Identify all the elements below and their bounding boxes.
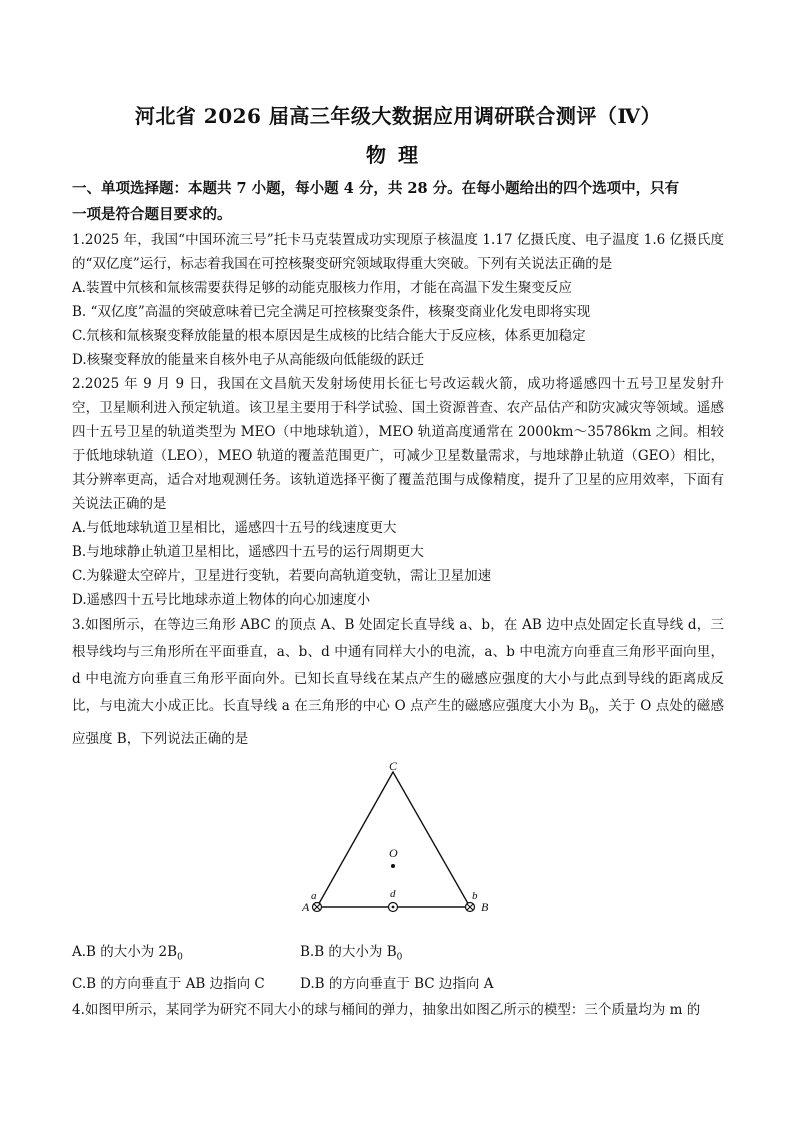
question-2-option-a: A.与低地球轨道卫星相比，遥感四十五号的线速度更大 <box>72 520 397 536</box>
section-heading-line2: 一项是符合题目要求的。 <box>72 206 232 223</box>
question-1-option-b: B. “双亿度”高温的突破意味着已完全满足可控核聚变条件，核聚变商业化发电即将实现 <box>72 304 591 320</box>
question-3-option-b <box>300 939 402 972</box>
triangle-figure <box>72 759 724 937</box>
wire-d-label: d <box>390 887 396 900</box>
question-3-option-c: C.B 的方向垂直于 AB 边指向 C <box>72 976 265 993</box>
question-2-stem: 2.2025 年 9 月 9 日，我国在文昌航天发射场使用长征七号改运载火箭，成功将遥感四十五号卫星发射升空，卫星顺利进入预定轨道。该卫星主要用于科学试验、国土资源普查、农产品估产和防灾减灾等领域。遥感四十五号卫星的轨道类型为 MEO（中地球轨道），MEO 轨道高度通常在 2000km～35786km 之间。相较于低地球轨道（LEO），MEO 轨道的覆盖范围更广，可减少卫星数量需求，与地球静止轨道（GEO）相比，其分辨率更高，适合对地观测任务。该轨道选择平衡了覆盖范围与成像精度，提升了卫星的应用效率，下面有关说法正确的是 <box>72 376 724 512</box>
section-heading-line1: 一、单项选择题：本题共 7 小题，每小题 4 分，共 28 分。在每小题给出的四个选项中，只有 <box>72 180 680 197</box>
vertex-b-label: B <box>481 899 489 914</box>
subject-title: 物理 <box>366 143 430 167</box>
wire-b-label: b <box>472 889 478 902</box>
question-3-stem-part2: ，关于 O 点处的磁感应强度 B，下列说法正确的是 <box>72 698 724 747</box>
question-3-option-d: D.B 的方向垂直于 BC 边指向 A <box>300 976 494 993</box>
triangle-abc-outline <box>317 772 470 907</box>
question-2-option-c: C.为躲避太空碎片，卫星进行变轨，若要向高轨道变轨，需让卫星加速 <box>72 568 492 584</box>
question-1-option-a: A.装置中氘核和氚核需要获得足够的动能克服核力作用，才能在高温下发生聚变反应 <box>72 280 573 296</box>
vertex-a-label: A <box>302 899 310 914</box>
exam-title: 河北省 2026 届高三年级大数据应用调研联合测评（Ⅳ） <box>134 104 662 128</box>
question-1-option-d: D.核聚变释放的能量来自核外电子从高能级向低能级的跃迁 <box>72 352 425 368</box>
question-3-options-row2 <box>72 971 724 998</box>
question-3-option-a-subscript: 0 <box>177 952 183 963</box>
vertex-c-label: C <box>389 758 398 773</box>
center-o-point <box>391 864 395 868</box>
question-3-stem-subscript: 0 <box>588 706 595 717</box>
question-3-option-b-text: B.B 的大小为 B <box>300 943 397 960</box>
question-2-option-d: D.遥感四十五号比地球赤道上物体的向心加速度小 <box>72 592 371 608</box>
triangle-diagram <box>292 759 492 937</box>
exam-page <box>72 100 724 1022</box>
question-3-option-a-text: A.B 的大小为 2B <box>72 943 178 960</box>
wire-a-label: a <box>311 889 317 902</box>
question-3-stem <box>72 612 724 753</box>
question-2-option-b: B.与地球静止轨道卫星相比，遥感四十五号的运行周期更大 <box>72 544 424 560</box>
question-3-stem-part1: 3.如图所示，在等边三角形 ABC 的顶点 A、B 处固定长直导线 a、b，在 AB 边中点处固定长直导线 d，三根导线均与三角形所在平面垂直，a、b、d 中通有同样大小的电流，a、b 中电流方向垂直三角形平面向里，d 中电流方向垂直三角形平面向外。已知长直导线在某点产生的磁感应强度的大小与此点到导线的距离成反比，与电流大小成正比。长直导线 a 在三角形的中心 O 点产生的磁感应强度大小为 B <box>72 617 724 714</box>
wire-a-into-page-icon <box>313 902 322 911</box>
question-4-stem: 4.如图甲所示，某同学为研究不同大小的球与桶间的弹力，抽象出如图乙所示的模型：三个质量均为 m 的 <box>72 1002 701 1019</box>
question-3-option-b-subscript: 0 <box>396 952 403 963</box>
question-3-option-a <box>72 939 300 972</box>
question-1-option-c: C.氘核和氚核聚变释放能量的根本原因是生成核的比结合能大于反应核，体系更加稳定 <box>72 328 586 344</box>
wire-d-out-of-page-icon <box>389 902 398 911</box>
question-3-options-row1 <box>72 939 724 972</box>
wire-b-into-page-icon <box>466 902 475 911</box>
center-o-label: O <box>389 845 398 860</box>
question-1-stem: 1.2025 年，我国“中国环流三号”托卡马克装置成功实现原子核温度 1.17 亿摄氏度、电子温度 1.6 亿摄氏度的“双亿度”运行，标志着我国在可控核聚变研究领域取得重大突破。下列有关说法正确的是 <box>72 232 724 272</box>
